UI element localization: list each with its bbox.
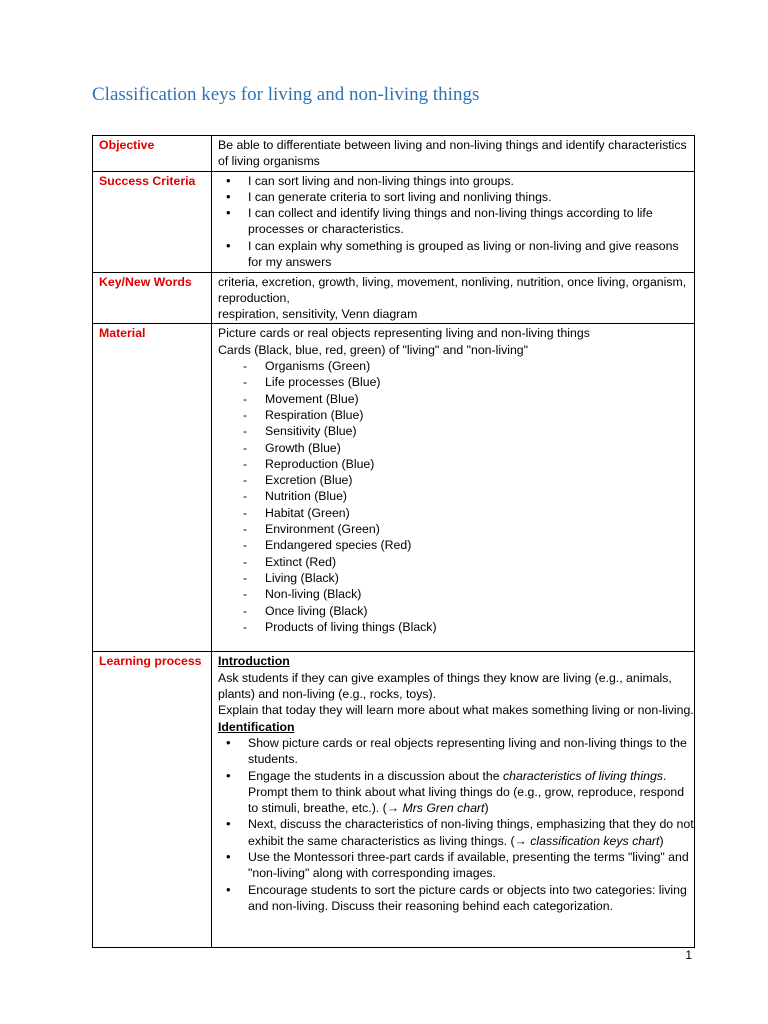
introduction-paragraph: Ask students if they can give examples of things they know are living (e.g., animals, plants) and non-living (e.g., rocks, toys). xyxy=(218,670,672,702)
introduction-heading: Introduction xyxy=(218,654,290,669)
list-item: • Show picture cards or real objects representing living and non-living things to the students. xyxy=(248,735,694,768)
list-item: - Growth (Blue) xyxy=(265,440,694,456)
label-learning-process: Learning process xyxy=(93,652,212,948)
text-run: ) xyxy=(659,833,664,848)
list-item: - Organisms (Green) xyxy=(265,358,694,374)
material-content xyxy=(212,324,695,652)
chart-reference: → classification keys chart xyxy=(514,833,660,848)
text-run-italic: characteristics of living things xyxy=(503,768,663,783)
list-item: • Encourage students to sort the picture cards or objects into two categories: living and non-living. Discuss their reasoning behind each categorization. xyxy=(248,882,694,915)
text-run: Engage the students in a discussion about the xyxy=(248,768,503,783)
list-item: • I can explain why something is grouped as living or non-living and give reasons for my answers xyxy=(248,238,694,271)
list-item: - Respiration (Blue) xyxy=(265,407,694,423)
list-item: - Environment (Green) xyxy=(265,521,694,537)
list-item: • Use the Montessori three-part cards if available, presenting the terms "living" and "non-living" along with corresponding images. xyxy=(248,849,694,882)
key-words-content xyxy=(212,272,695,324)
objective-text: Be able to differentiate between living and non-living things and identify characteristics of living organisms xyxy=(212,136,695,172)
row-objective xyxy=(93,136,695,172)
list-item: - Excretion (Blue) xyxy=(265,472,694,488)
row-learning-process xyxy=(93,652,695,948)
key-words-line: respiration, sensitivity, Venn diagram xyxy=(218,307,418,322)
page-number: 1 xyxy=(685,948,692,962)
list-item: • I can sort living and non-living things into groups. xyxy=(248,173,694,189)
success-criteria-list xyxy=(218,173,694,271)
learning-process-content xyxy=(212,652,695,948)
list-item: - Living (Black) xyxy=(265,570,694,586)
list-item: - Nutrition (Blue) xyxy=(265,488,694,504)
material-line: Cards (Black, blue, red, green) of "living" and "non-living" xyxy=(218,342,529,357)
list-item: - Products of living things (Black) xyxy=(265,619,694,635)
label-objective: Objective xyxy=(93,136,212,172)
material-cards-list xyxy=(218,358,694,635)
identification-heading: Identification xyxy=(218,719,295,734)
text-run: ) xyxy=(484,801,489,816)
list-item: - Movement (Blue) xyxy=(265,391,694,407)
list-item: - Extinct (Red) xyxy=(265,554,694,570)
list-item: - Non-living (Black) xyxy=(265,586,694,602)
label-success-criteria: Success Criteria xyxy=(93,171,212,272)
key-words-line: criteria, excretion, growth, living, movement, nonliving, nutrition, once living, organism, reproduction, xyxy=(218,274,687,305)
list-item xyxy=(248,816,694,849)
list-item: • I can collect and identify living things and non-living things according to life processes or characteristics. xyxy=(248,205,694,238)
list-item: - Habitat (Green) xyxy=(265,505,694,521)
list-item: • I can generate criteria to sort living and nonliving things. xyxy=(248,189,694,205)
material-line: Picture cards or real objects representing living and non-living things xyxy=(218,326,590,341)
list-item: - Sensitivity (Blue) xyxy=(265,423,694,439)
list-item: - Once living (Black) xyxy=(265,603,694,619)
introduction-paragraph: Explain that today they will learn more about what makes something living or non-living. xyxy=(218,703,694,718)
success-criteria-content xyxy=(212,171,695,272)
list-item xyxy=(248,768,694,817)
lesson-plan-table xyxy=(92,135,695,948)
label-key-words: Key/New Words xyxy=(93,272,212,324)
list-item: - Endangered species (Red) xyxy=(265,537,694,553)
list-item: - Reproduction (Blue) xyxy=(265,456,694,472)
page-title: Classification keys for living and non-living things xyxy=(92,84,480,105)
row-success-criteria xyxy=(93,171,695,272)
text-run: Next, discuss the characteristics of non-living things, emphasizing that they do not exhibit the same characteristics as living things. ( xyxy=(248,817,694,848)
list-item: - Life processes (Blue) xyxy=(265,374,694,390)
text-run: . Prompt them to think about what living things do (e.g., grow, reproduce, respond to stimuli, breathe, etc.). ( xyxy=(248,768,685,816)
chart-reference: → Mrs Gren chart xyxy=(386,801,485,816)
identification-list xyxy=(218,735,694,914)
row-key-words xyxy=(93,272,695,324)
row-material xyxy=(93,324,695,652)
label-material: Material xyxy=(93,324,212,652)
